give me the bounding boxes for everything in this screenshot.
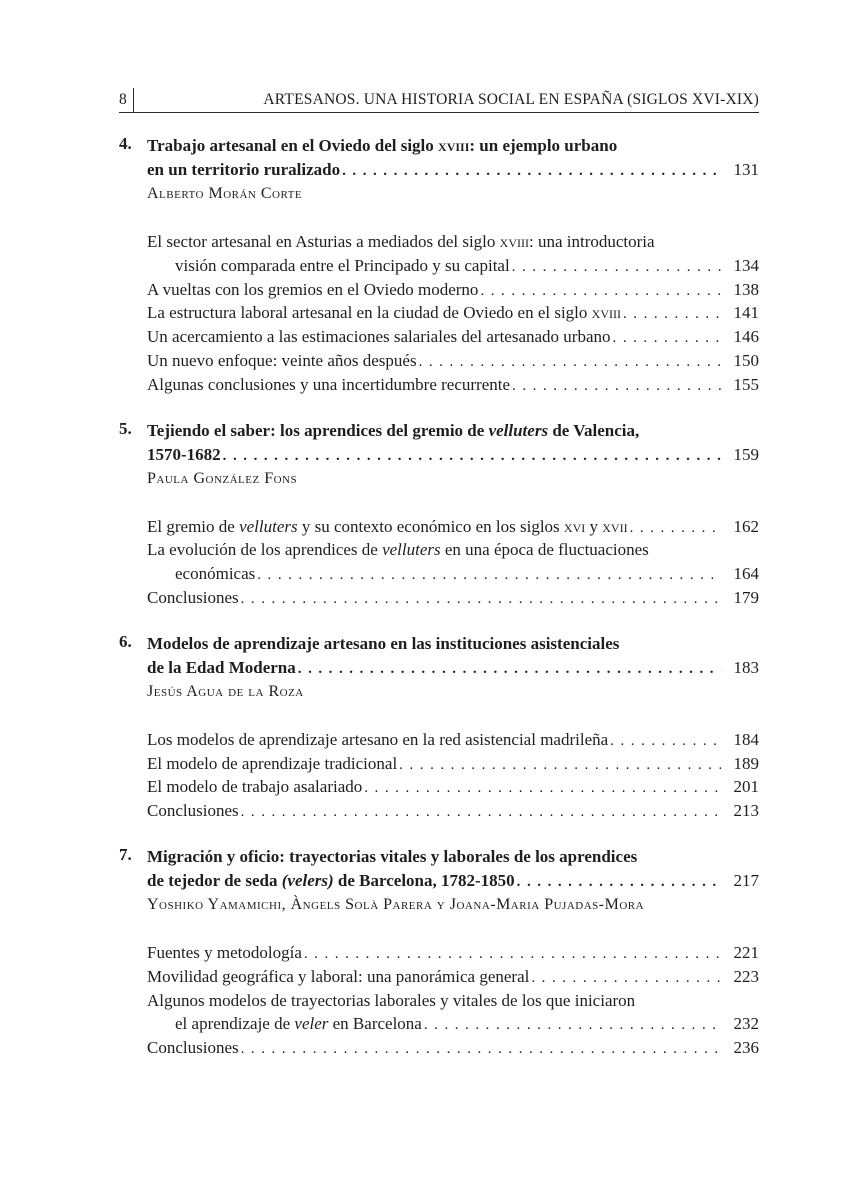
section-list	[147, 230, 759, 397]
table-of-contents	[119, 134, 759, 1060]
chapter-title-line: Migración y oficio: trayectorias vitales y laborales de los aprendices	[147, 846, 638, 866]
chapter-title-line[interactable]: 1570-1682 . . . 159	[147, 443, 759, 467]
toc-entry[interactable]: Un acercamiento a las estimaciones salariales del artesanado urbano . . . 146	[147, 325, 759, 349]
page-ref: 213	[733, 801, 759, 821]
page-ref: 146	[733, 327, 759, 347]
page-ref: 221	[733, 942, 759, 962]
toc-entry[interactable]: Los modelos de aprendizaje artesano en la red asistencial madrileña . . . 184	[147, 728, 759, 752]
page-ref: 150	[733, 350, 759, 370]
toc-entry[interactable]: El sector artesanal en Asturias a mediados del siglo xviii: una introductoria	[147, 232, 655, 251]
chapter-title-line[interactable]: de tejedor de seda (velers) de Barcelona, 1782-1850 . . . 217	[147, 869, 759, 893]
chapter-number: 5.	[119, 418, 132, 438]
page-ref: 155	[733, 374, 759, 394]
toc-entry[interactable]: Conclusiones . . . 179	[147, 586, 759, 610]
chapter-title-line[interactable]: en un territorio ruralizado . . . 131	[147, 158, 759, 182]
chapter-title-line: Modelos de aprendizaje artesano en las instituciones asistenciales	[147, 633, 620, 653]
page-ref: 162	[733, 516, 759, 536]
section-list	[147, 941, 759, 1060]
section-list	[147, 728, 759, 823]
toc-entry[interactable]: Algunos modelos de trayectorias laborales y vitales de los que iniciaron	[147, 990, 636, 1010]
page-ref: 236	[733, 1038, 759, 1058]
toc-entry[interactable]: El modelo de aprendizaje tradicional . . . 189	[147, 752, 759, 776]
chapter-number: 6.	[119, 631, 132, 651]
page-ref: 164	[733, 564, 759, 584]
chapter-title-line[interactable]: de la Edad Moderna . . . 183	[147, 656, 759, 680]
chapter-author: Yoshiko Yamamichi, Àngels Solà Parera y Joana-Maria Pujadas-Mora	[147, 895, 645, 913]
toc-entry[interactable]: Algunas conclusiones y una incertidumbre recurrente . . . 155	[147, 373, 759, 397]
page-ref: 201	[733, 777, 759, 797]
toc-entry[interactable]: Conclusiones . . . 213	[147, 799, 759, 823]
toc-entry[interactable]: económicas . . . 164	[147, 562, 759, 586]
toc-entry[interactable]: Fuentes y metodología . . . 221	[147, 941, 759, 965]
chapter-author: Jesús Agua de la Roza	[147, 682, 304, 700]
page-ref: 179	[733, 587, 759, 607]
chapter-author: Alberto Morán Corte	[147, 185, 303, 202]
toc-entry[interactable]: Conclusiones . . . 236	[147, 1036, 759, 1060]
header-divider	[133, 88, 134, 112]
toc-entry[interactable]: Movilidad geográfica y laboral: una panorámica general . . . 223	[147, 965, 759, 989]
page-ref: 138	[733, 279, 759, 299]
toc-entry[interactable]: La evolución de los aprendices de velluters en una época de fluctuaciones	[147, 540, 649, 560]
chapter-7	[119, 845, 759, 1060]
page-ref: 141	[733, 303, 759, 323]
toc-entry[interactable]: La estructura laboral artesanal en la ciudad de Oviedo en el siglo xviii . . . 141	[147, 301, 759, 325]
page-ref: 134	[733, 255, 759, 275]
chapter-title-line: Tejiendo el saber: los aprendices del gremio de velluters de Valencia,	[147, 420, 640, 440]
page-ref: 184	[733, 729, 759, 749]
toc-entry[interactable]: El modelo de trabajo asalariado . . . 201	[147, 775, 759, 799]
toc-entry[interactable]: A vueltas con los gremios en el Oviedo moderno . . . 138	[147, 278, 759, 302]
chapter-title-line: Trabajo artesanal en el Oviedo del siglo xviii: un ejemplo urbano	[147, 136, 618, 155]
chapter-number: 4.	[119, 134, 132, 153]
chapter-5	[119, 419, 759, 610]
page-ref: 223	[733, 966, 759, 986]
running-header	[119, 88, 759, 113]
chapter-4	[119, 134, 759, 397]
header-page-number: 8	[119, 91, 127, 108]
section-list	[147, 515, 759, 610]
page-ref: 159	[733, 444, 759, 464]
header-book-title: ARTESANOS. UNA HISTORIA SOCIAL EN ESPAÑA (SIGLOS XVI-XIX)	[263, 91, 759, 108]
page-ref: 131	[733, 160, 759, 179]
page-ref: 183	[733, 657, 759, 677]
page-ref: 232	[733, 1014, 759, 1034]
chapter-number: 7.	[119, 844, 132, 864]
toc-entry[interactable]: El gremio de velluters y su contexto económico en los siglos xvi y xvii . . . 162	[147, 515, 759, 539]
toc-entry[interactable]: visión comparada entre el Principado y su capital . . . 134	[147, 254, 759, 278]
toc-entry[interactable]: el aprendizaje de veler en Barcelona . . . 232	[147, 1012, 759, 1036]
page-ref: 217	[733, 870, 759, 890]
chapter-author: Paula González Fons	[147, 469, 298, 487]
toc-entry[interactable]: Un nuevo enfoque: veinte años después . . . 150	[147, 349, 759, 373]
page-ref: 189	[733, 753, 759, 773]
chapter-6	[119, 632, 759, 823]
